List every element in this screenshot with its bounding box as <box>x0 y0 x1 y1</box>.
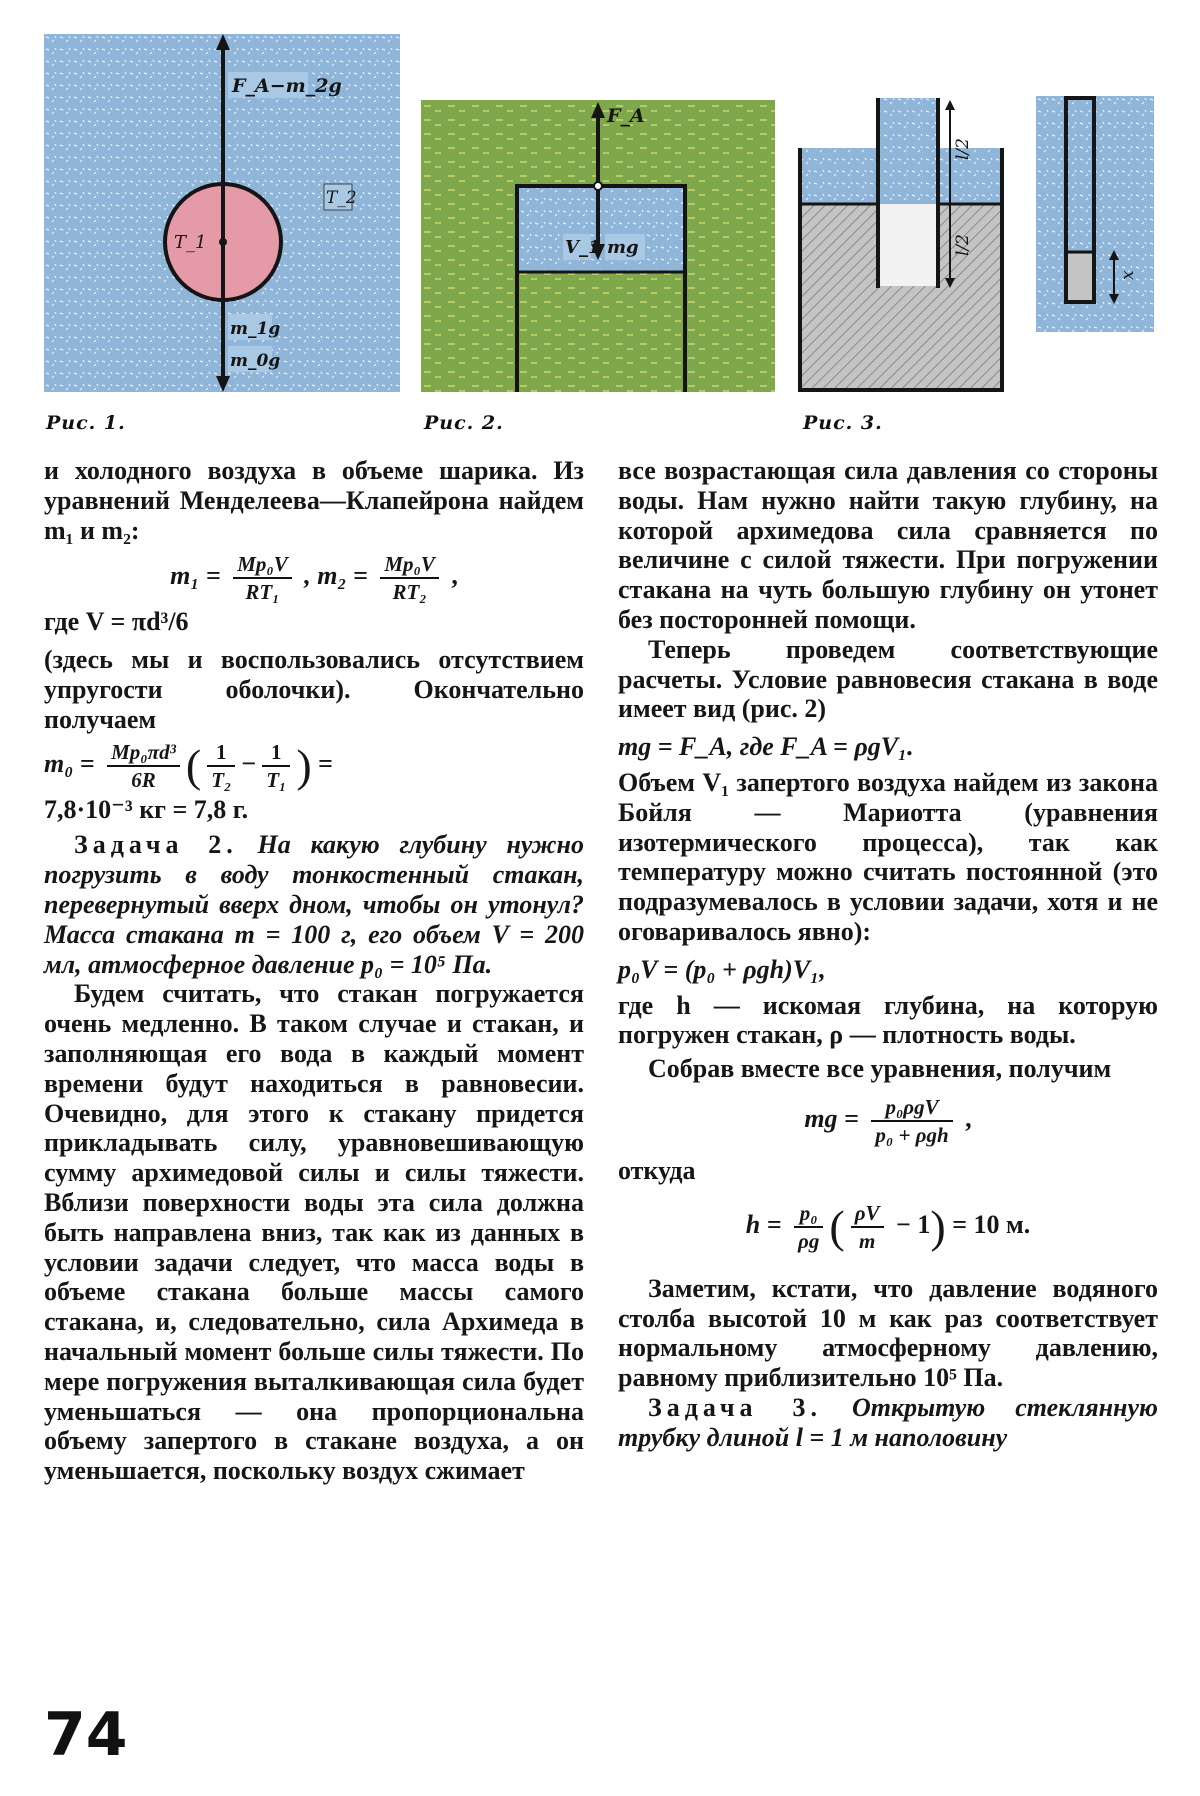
fig1-caption: Рис. 1. <box>46 412 126 434</box>
fig1-air-temp-label: T_2 <box>326 188 357 208</box>
paragraph: Собрав вместе все уравнения, получим <box>648 1054 1112 1084</box>
fig1-ball-temp-label: T_1 <box>174 232 207 253</box>
figure-2 <box>421 100 775 392</box>
figure-1 <box>44 34 400 392</box>
fig1-weight1-label: m_1g <box>230 319 281 339</box>
equation-mg: mg = $\frac{\text{p₀ρgV}}{\text{p₀ + ρgh}}$ , <box>804 1094 972 1147</box>
fig2-weight-label: mg <box>607 237 639 258</box>
task-text: На какую глубину нужно погрузить в воду тонкостенный стакан, перевернутый вверх дном, чтобы он утонул? Масса стакана m = 100 г, его объем V = 200 мл, атмосферное давление p₀ = 10⁵ Па. <box>44 830 584 979</box>
fig1-weight0-label: m_0g <box>230 351 281 371</box>
task-3 <box>618 1393 1158 1453</box>
fig3-upper-half-label: l/2 <box>953 138 973 160</box>
task-2 <box>44 830 584 979</box>
paragraph: (здесь мы и воспользовались отсутствием упругости оболочки). Окончательно получаем <box>44 645 584 734</box>
fig2-volume-label: V_1 <box>565 237 601 258</box>
paragraph: откуда <box>618 1155 696 1185</box>
equation-h: h = $\frac{\text{p₀}}{\rho g}$ ( $\frac{\rho V}{m}$ − 1) = 10 м. <box>745 1200 1031 1253</box>
equation-volume: где V = πd³/6 <box>44 607 189 637</box>
task-text: Открытую стеклянную трубку длиной l = 1 м наполовину <box>618 1392 1158 1452</box>
task-label: Задача 3. <box>648 1392 822 1422</box>
equation-equilibrium: mg = F_A, где F_A = ρgV₁. <box>618 732 914 762</box>
equation-boyle: p₀V = (p₀ + ρgh)V₁, <box>618 954 826 984</box>
equation-m0-result: 7,8·10⁻³ кг = 7,8 г. <box>44 794 249 824</box>
right-column <box>618 456 1158 1453</box>
equation-m1-m2: m₁ = $\frac{\text{Mp₀V}}{\text{RT₁}}$ , m₂ = $\frac{\text{Mp₀V}}{\text{RT₂}}$ , <box>170 552 458 605</box>
fig2-caption: Рис. 2. <box>424 412 504 434</box>
paragraph: где h — искомая глубина, на которую погружен стакан, ρ — плотность воды. <box>618 990 1158 1050</box>
paragraph: Заметим, кстати, что давление водяного столба высотой 10 м как раз соответствует нормальному атмосферному давлению, равному приблизительно 10⁵ Па. <box>618 1273 1158 1393</box>
paragraph: Будем считать, что стакан погружается очень медленно. В таком случае и стакан, и заполняющая его вода в каждый момент времени будут находиться в равновесии. Очевидно, для этого к стакану придется прикладывать силу, уравновешивающую сумму архимедовой силы и силы тяжести. Вблизи поверхности воды эта сила должна быть направлена вниз, так как из данных в условии задачи следует, что масса воды в объеме стакана больше массы самого стакана, и, следовательно, сила Архимеда в начальный момент больше силы тяжести. По мере погружения выталкивающая сила будет уменьшаться — она пропорциональна объему запертого в стакане воздуха, а он уменьшается, поскольку воздух сжимает <box>44 979 584 1486</box>
paragraph: Объем V₁ запертого воздуха найдем из закона Бойля — Мариотта (уравнения изотермического процесса), так как температуру можно считать постоянной (это подразумевалось в условии задачи, хотя и не оговаривалось явно): <box>618 767 1158 946</box>
fig2-force-label: F_A <box>607 105 645 127</box>
fig3-lower-half-label: l/2 <box>953 234 973 256</box>
paragraph: Теперь проведем соответствующие расчеты. Условие равновесия стакана в воде имеет вид (рис. 2) <box>618 634 1158 724</box>
left-column <box>44 456 584 1486</box>
equation-m0: m₀ = $\frac{\text{Mp₀πd³}}{6R}$ ( $\frac{1}{\text{T₂}}$ − $\frac{1}{\text{T₁}}$ ) = <box>44 739 333 792</box>
paragraph: все возрастающая сила давления со стороны воды. Нам нужно найти такую глубину, на которой архимедова сила сравняется по величине с силой тяжести. При погружении стакана на чуть большую глубину он утонет без посторонней помощи. <box>618 456 1158 634</box>
fig1-force-label: F_A−m_2g <box>232 75 342 97</box>
page-number: 74 <box>44 1700 128 1770</box>
figure-3 <box>798 96 1154 392</box>
task-label: Задача 2. <box>74 830 238 860</box>
fig3-caption: Рис. 3. <box>803 412 883 434</box>
paragraph: и холодного воздуха в объеме шарика. Из уравнений Менделеева—Клапейрона найдем m₁ и m₂: <box>44 456 584 545</box>
fig3-x-label: x <box>1118 270 1138 280</box>
